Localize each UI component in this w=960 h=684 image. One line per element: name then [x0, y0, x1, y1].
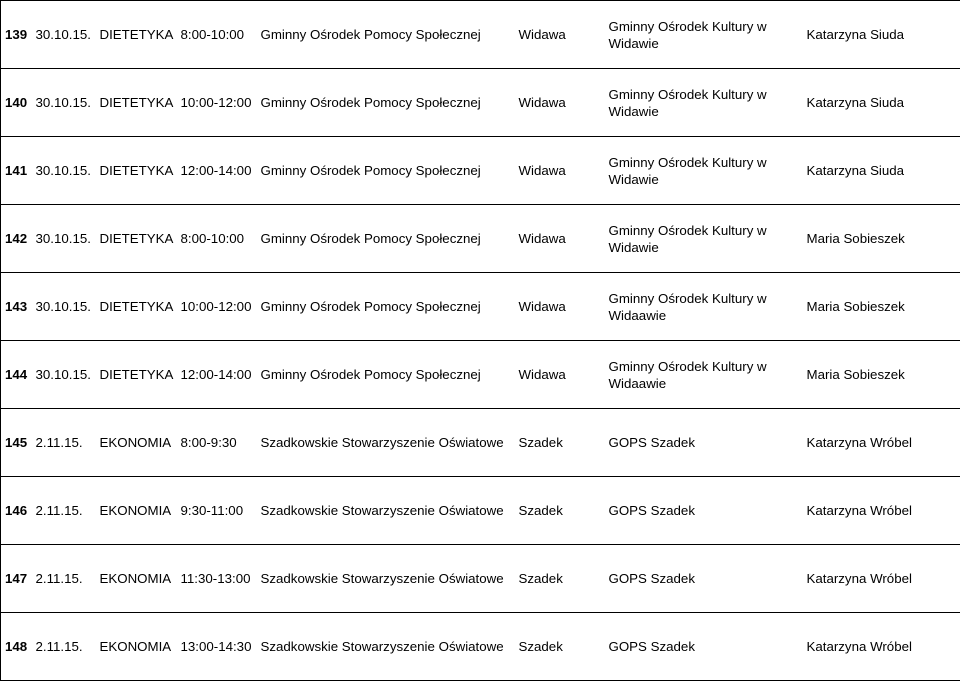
row-person: Katarzyna Wróbel [803, 545, 960, 613]
row-venue: Gminny Ośrodek Kultury w Widaawie [605, 273, 803, 341]
table-row [1, 545, 960, 613]
row-town: Widawa [515, 273, 605, 341]
row-organization: Gminny Ośrodek Pomocy Społecznej [257, 273, 515, 341]
row-town: Widawa [515, 205, 605, 273]
row-date: 30.10.15. [32, 1, 96, 69]
row-town: Szadek [515, 409, 605, 477]
row-organization: Szadkowskie Stowarzyszenie Oświatowe [257, 477, 515, 545]
row-date: 2.11.15. [32, 477, 96, 545]
row-date: 30.10.15. [32, 69, 96, 137]
row-number: 144 [1, 341, 32, 409]
row-number: 148 [1, 613, 32, 681]
row-venue: GOPS Szadek [605, 545, 803, 613]
row-subject: EKONOMIA [96, 477, 177, 545]
row-subject: DIETETYKA [96, 273, 177, 341]
row-person: Katarzyna Siuda [803, 137, 960, 205]
row-time: 10:00-12:00 [177, 69, 257, 137]
row-subject: EKONOMIA [96, 613, 177, 681]
row-person: Maria Sobieszek [803, 341, 960, 409]
table-row [1, 409, 960, 477]
table-row [1, 613, 960, 681]
row-number: 141 [1, 137, 32, 205]
row-organization: Szadkowskie Stowarzyszenie Oświatowe [257, 545, 515, 613]
row-subject: DIETETYKA [96, 205, 177, 273]
row-town: Widawa [515, 341, 605, 409]
row-date: 2.11.15. [32, 409, 96, 477]
row-number: 139 [1, 1, 32, 69]
row-number: 146 [1, 477, 32, 545]
row-time: 12:00-14:00 [177, 341, 257, 409]
schedule-rows [1, 1, 960, 681]
row-subject: DIETETYKA [96, 1, 177, 69]
row-time: 8:00-10:00 [177, 1, 257, 69]
table-row [1, 1, 960, 69]
row-person: Katarzyna Wróbel [803, 409, 960, 477]
row-town: Szadek [515, 477, 605, 545]
row-date: 2.11.15. [32, 613, 96, 681]
row-town: Widawa [515, 137, 605, 205]
row-subject: DIETETYKA [96, 341, 177, 409]
row-number: 142 [1, 205, 32, 273]
row-organization: Gminny Ośrodek Pomocy Społecznej [257, 341, 515, 409]
table-row [1, 69, 960, 137]
row-time: 8:00-10:00 [177, 205, 257, 273]
row-date: 30.10.15. [32, 137, 96, 205]
row-time: 13:00-14:30 [177, 613, 257, 681]
row-subject: EKONOMIA [96, 409, 177, 477]
row-person: Katarzyna Wróbel [803, 477, 960, 545]
row-date: 30.10.15. [32, 273, 96, 341]
row-venue: Gminny Ośrodek Kultury w Widawie [605, 205, 803, 273]
row-organization: Gminny Ośrodek Pomocy Społecznej [257, 137, 515, 205]
row-venue: GOPS Szadek [605, 613, 803, 681]
row-time: 11:30-13:00 [177, 545, 257, 613]
row-person: Maria Sobieszek [803, 273, 960, 341]
row-town: Szadek [515, 613, 605, 681]
row-person: Maria Sobieszek [803, 205, 960, 273]
row-organization: Gminny Ośrodek Pomocy Społecznej [257, 1, 515, 69]
table-row [1, 341, 960, 409]
row-venue: Gminny Ośrodek Kultury w Widawie [605, 1, 803, 69]
row-town: Widawa [515, 1, 605, 69]
row-organization: Szadkowskie Stowarzyszenie Oświatowe [257, 409, 515, 477]
row-number: 140 [1, 69, 32, 137]
row-number: 143 [1, 273, 32, 341]
row-venue: Gminny Ośrodek Kultury w Widawie [605, 69, 803, 137]
row-person: Katarzyna Wróbel [803, 613, 960, 681]
row-time: 8:00-9:30 [177, 409, 257, 477]
row-venue: GOPS Szadek [605, 409, 803, 477]
row-subject: DIETETYKA [96, 137, 177, 205]
table-row [1, 137, 960, 205]
row-venue: Gminny Ośrodek Kultury w Widawie [605, 137, 803, 205]
row-town: Szadek [515, 545, 605, 613]
row-time: 12:00-14:00 [177, 137, 257, 205]
row-organization: Gminny Ośrodek Pomocy Społecznej [257, 69, 515, 137]
row-person: Katarzyna Siuda [803, 1, 960, 69]
row-date: 30.10.15. [32, 205, 96, 273]
row-time: 10:00-12:00 [177, 273, 257, 341]
row-subject: EKONOMIA [96, 545, 177, 613]
table-row [1, 273, 960, 341]
row-date: 30.10.15. [32, 341, 96, 409]
row-time: 9:30-11:00 [177, 477, 257, 545]
row-venue: Gminny Ośrodek Kultury w Widaawie [605, 341, 803, 409]
row-number: 147 [1, 545, 32, 613]
table-row [1, 477, 960, 545]
row-date: 2.11.15. [32, 545, 96, 613]
row-person: Katarzyna Siuda [803, 69, 960, 137]
row-organization: Gminny Ośrodek Pomocy Społecznej [257, 205, 515, 273]
row-organization: Szadkowskie Stowarzyszenie Oświatowe [257, 613, 515, 681]
row-number: 145 [1, 409, 32, 477]
row-subject: DIETETYKA [96, 69, 177, 137]
row-town: Widawa [515, 69, 605, 137]
table-row [1, 205, 960, 273]
row-venue: GOPS Szadek [605, 477, 803, 545]
